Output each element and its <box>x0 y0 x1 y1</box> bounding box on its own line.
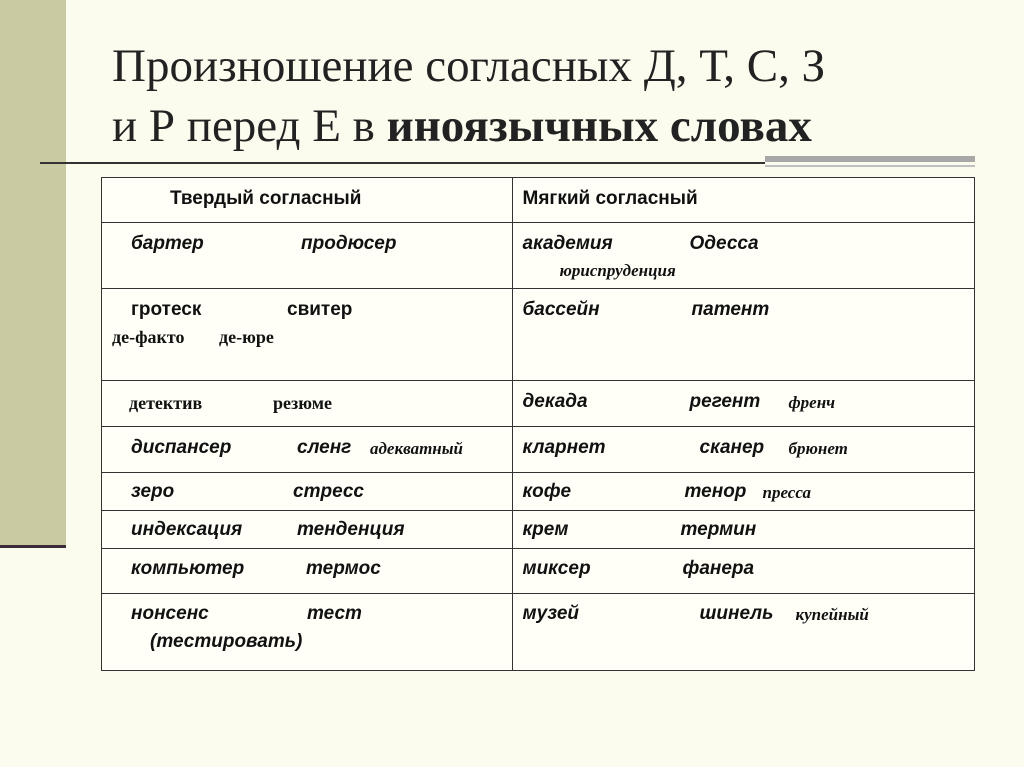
side-decor-bar <box>0 0 66 548</box>
cell-hard <box>102 381 513 427</box>
cell-hard <box>102 594 513 671</box>
title-line-1: Произношение согласных Д, Т, С, З <box>112 40 826 92</box>
title-line-2-prefix: и Р перед Е в <box>112 100 387 152</box>
word: купейный <box>795 605 869 624</box>
word: гротеск <box>131 299 202 320</box>
word: термин <box>680 519 757 540</box>
word: стресс <box>293 481 364 502</box>
table-row <box>102 473 975 511</box>
cell-hard <box>102 289 513 381</box>
header-hard <box>102 178 513 223</box>
table-row <box>102 381 975 427</box>
word: диспансер <box>131 437 232 458</box>
cell-soft <box>512 511 974 549</box>
word: (тестировать) <box>150 631 303 652</box>
word: брюнет <box>788 439 848 458</box>
cell-hard <box>102 511 513 549</box>
word: фанера <box>682 558 755 579</box>
word: бартер <box>131 233 204 254</box>
table-row <box>102 289 975 381</box>
header-soft-label: Мягкий согласный <box>522 188 698 209</box>
slide-title <box>112 36 992 156</box>
word: де-факто <box>112 327 185 347</box>
word: термос <box>306 558 381 579</box>
word: зеро <box>131 481 175 502</box>
cell-soft <box>512 381 974 427</box>
side-decor-line <box>0 545 66 548</box>
cell-soft <box>512 223 974 289</box>
table-row <box>102 594 975 671</box>
word: сканер <box>699 437 765 458</box>
word: Одесса <box>689 233 759 254</box>
word: продюсер <box>301 233 397 254</box>
header-soft <box>512 178 974 223</box>
word: нонсенс <box>131 603 209 624</box>
word: миксер <box>522 558 591 579</box>
word: академия <box>522 233 613 254</box>
word: декада <box>522 391 588 412</box>
word: пресса <box>762 483 811 502</box>
table-header-row <box>102 178 975 223</box>
cell-soft <box>512 549 974 594</box>
table-row <box>102 427 975 473</box>
word: резюме <box>273 393 333 413</box>
title-divider-accent <box>765 156 975 178</box>
word: адекватный <box>370 439 463 458</box>
table-row <box>102 511 975 549</box>
title-line-2-emphasis: иноязычных словах <box>386 100 812 152</box>
word: кларнет <box>522 437 606 458</box>
header-hard-label: Твердый согласный <box>170 188 362 209</box>
cell-soft <box>512 594 974 671</box>
word: компьютер <box>131 558 245 579</box>
words-table <box>101 177 975 671</box>
word: сленг <box>297 437 352 458</box>
word: юриспруденция <box>559 261 676 280</box>
word: индексация <box>131 519 243 540</box>
word: френч <box>788 393 836 412</box>
cell-hard <box>102 223 513 289</box>
cell-hard <box>102 427 513 473</box>
word: де-юре <box>219 327 274 347</box>
word: тест <box>307 603 362 624</box>
word: кофе <box>522 481 572 502</box>
cell-soft <box>512 289 974 381</box>
cell-hard <box>102 473 513 511</box>
word: патент <box>691 299 770 320</box>
table-row <box>102 223 975 289</box>
word: детектив <box>129 393 203 413</box>
word: бассейн <box>522 299 600 320</box>
word: шинель <box>699 603 774 624</box>
title-line-2 <box>112 96 992 156</box>
word: крем <box>522 519 569 540</box>
cell-hard <box>102 549 513 594</box>
table-row <box>102 549 975 594</box>
cell-soft <box>512 473 974 511</box>
word: тенор <box>684 481 747 502</box>
word: регент <box>689 391 761 412</box>
word: тенденция <box>297 519 405 540</box>
cell-soft <box>512 427 974 473</box>
word: музей <box>522 603 579 624</box>
word: свитер <box>287 299 353 320</box>
